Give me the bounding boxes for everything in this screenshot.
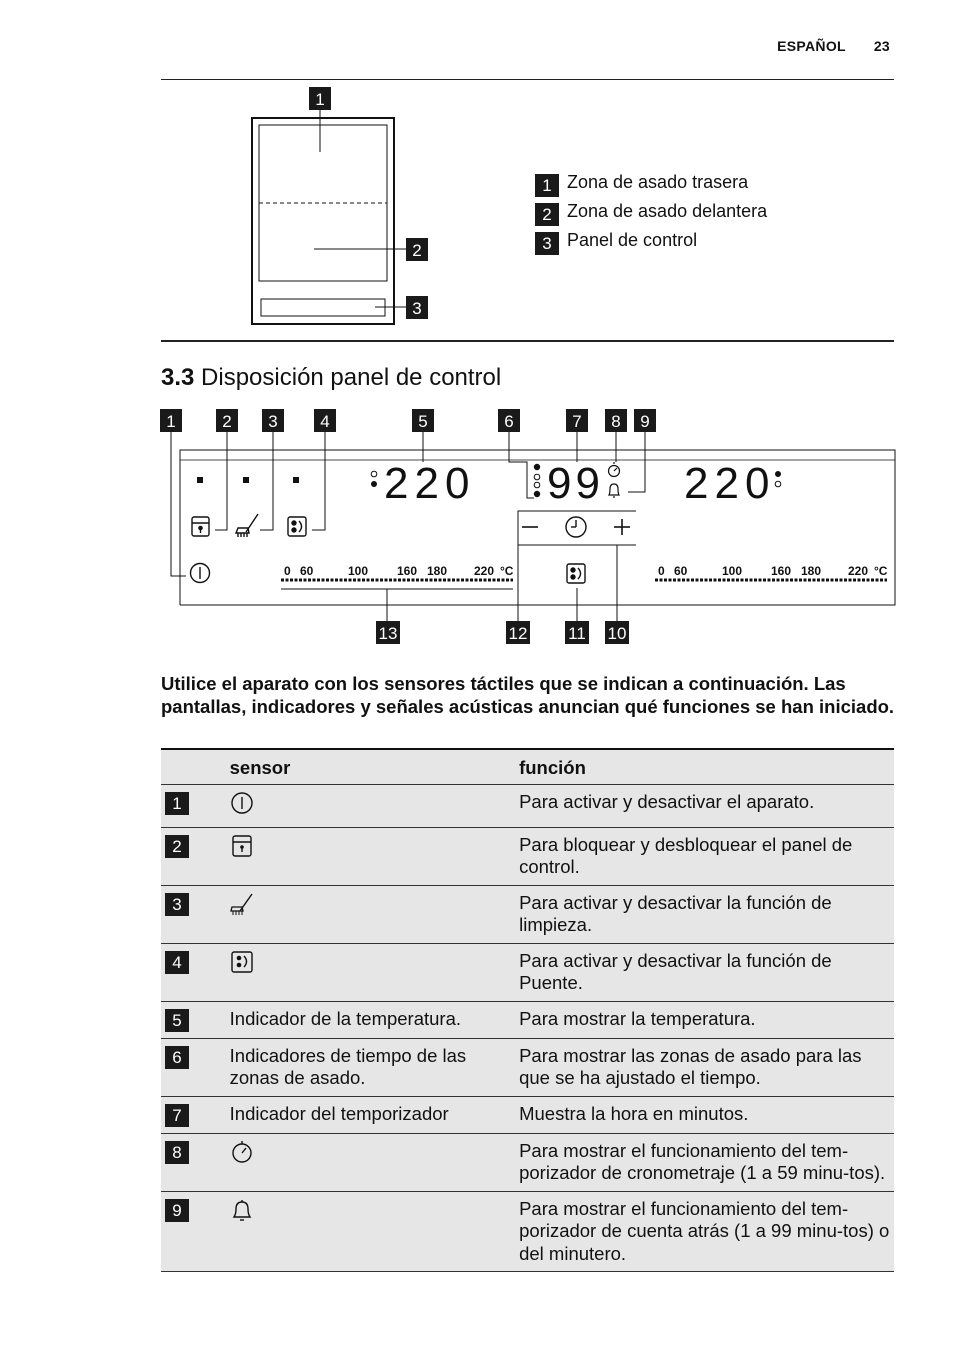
legend-item	[535, 226, 767, 255]
legend-number: 2	[535, 203, 559, 226]
appliance-diagram	[240, 86, 440, 331]
panel-callout-10	[605, 621, 629, 644]
row-sensor: Indicadores de tiempo de las zonas de asado.	[230, 1038, 519, 1096]
svg-text:1: 1	[315, 90, 325, 109]
row-function: Para mostrar la temperatura.	[519, 1001, 894, 1038]
svg-text:12: 12	[508, 624, 528, 643]
svg-text:°C: °C	[500, 564, 514, 578]
bridge-icon	[230, 950, 254, 974]
row-number: 2	[165, 835, 189, 858]
panel-callout-9	[634, 409, 656, 432]
row-number: 8	[165, 1141, 189, 1164]
power-icon	[230, 791, 254, 815]
panel-callout-13	[376, 621, 400, 644]
timer-display: 99	[547, 459, 604, 508]
bell-icon	[230, 1198, 254, 1222]
lock-icon	[230, 834, 254, 858]
svg-text:180: 180	[427, 564, 448, 578]
callout-1	[309, 87, 331, 110]
svg-text:100: 100	[722, 564, 743, 578]
legend-number: 1	[535, 174, 559, 197]
section-number: 3.3	[161, 364, 195, 391]
section-rule	[161, 340, 894, 342]
header-sensor: sensor	[230, 749, 519, 785]
panel-callout-1	[160, 409, 182, 432]
top-rule	[161, 79, 894, 80]
table-row	[161, 1096, 894, 1133]
bell-icon	[609, 484, 619, 497]
row-number: 6	[165, 1046, 189, 1069]
temperature-display-right: 220	[684, 459, 776, 508]
row-function: Para bloquear y desbloquear el panel de control.	[519, 827, 894, 885]
svg-text:100: 100	[348, 564, 369, 578]
table-row	[161, 885, 894, 943]
panel-callout-12	[506, 621, 530, 644]
svg-text:6: 6	[504, 412, 514, 431]
svg-text:0: 0	[284, 564, 291, 578]
temperature-display-left: 220	[384, 459, 476, 508]
sensor-table	[161, 748, 894, 1272]
section-heading: Disposición panel de control	[201, 364, 502, 391]
svg-text:13: 13	[378, 624, 398, 643]
svg-text:9: 9	[640, 412, 650, 431]
power-icon	[191, 564, 210, 583]
row-sensor: Indicador de la temperatura.	[230, 1001, 519, 1038]
legend-label: Zona de asado trasera	[567, 172, 749, 192]
cleaning-icon	[230, 892, 254, 916]
table-header-row	[161, 749, 894, 785]
temperature-scale-left	[284, 564, 514, 578]
legend-number: 3	[535, 232, 559, 255]
row-number: 4	[165, 951, 189, 974]
svg-text:60: 60	[674, 564, 688, 578]
row-function: Para activar y desactivar la función de Puente.	[519, 943, 894, 1001]
row-number: 3	[165, 893, 189, 916]
svg-text:3: 3	[268, 412, 278, 431]
svg-text:11: 11	[568, 624, 586, 643]
stopwatch-icon	[230, 1140, 254, 1164]
svg-text:8: 8	[611, 412, 621, 431]
svg-text:60: 60	[300, 564, 314, 578]
svg-text:5: 5	[418, 412, 428, 431]
lock-icon	[192, 517, 209, 536]
row-function: Para mostrar el funcionamiento del tem-porizador de cronometraje (1 a 59 minu-tos).	[519, 1133, 894, 1191]
table-row	[161, 1038, 894, 1096]
svg-text:1: 1	[166, 412, 176, 431]
legend-label: Panel de control	[567, 230, 698, 250]
panel-callout-11	[565, 621, 589, 644]
panel-callout-6	[498, 409, 520, 432]
bridge-icon	[567, 564, 585, 583]
row-number: 7	[165, 1104, 189, 1127]
row-function: Para mostrar las zonas de asado para las que se ha ajustado el tiempo.	[519, 1038, 894, 1096]
svg-text:°C: °C	[874, 564, 888, 578]
row-function: Muestra la hora en minutos.	[519, 1096, 894, 1133]
svg-text:10: 10	[607, 624, 627, 643]
table-row	[161, 827, 894, 885]
table-row	[161, 1191, 894, 1272]
header-num	[161, 749, 230, 785]
row-number: 5	[165, 1009, 189, 1032]
section-title	[161, 364, 501, 392]
control-panel-diagram	[0, 405, 954, 650]
row-number: 9	[165, 1199, 189, 1222]
panel-callout-4	[314, 409, 336, 432]
zone-indicator	[243, 477, 249, 483]
svg-text:4: 4	[320, 412, 330, 431]
svg-text:220: 220	[848, 564, 869, 578]
zone-indicator	[293, 477, 299, 483]
svg-text:2: 2	[412, 241, 422, 260]
table-row	[161, 1001, 894, 1038]
row-function: Para mostrar el funcionamiento del tem-porizador de cuenta atrás (1 a 99 minu-tos) o del minutero.	[519, 1191, 894, 1272]
row-function: Para activar y desactivar la función de limpieza.	[519, 885, 894, 943]
row-sensor: Indicador del temporizador	[230, 1096, 519, 1133]
callout-3	[406, 296, 428, 319]
svg-text:3: 3	[412, 299, 422, 318]
svg-text:180: 180	[801, 564, 822, 578]
legend-item	[535, 168, 767, 197]
figure-legend	[535, 168, 767, 255]
cleaning-icon	[236, 514, 258, 537]
page-number: 23	[873, 38, 890, 54]
svg-text:160: 160	[397, 564, 418, 578]
panel-callout-3	[262, 409, 284, 432]
plus-button	[614, 519, 630, 535]
svg-text:220: 220	[474, 564, 495, 578]
svg-text:0: 0	[658, 564, 665, 578]
panel-callout-8	[605, 409, 627, 432]
stopwatch-icon	[609, 462, 620, 477]
row-number: 1	[165, 792, 189, 815]
callout-2	[406, 238, 428, 261]
header-language: ESPAÑOL	[777, 38, 846, 54]
table-row	[161, 1133, 894, 1191]
bridge-icon	[288, 517, 306, 536]
table-row	[161, 785, 894, 828]
page-header	[753, 38, 890, 54]
panel-callout-5	[412, 409, 434, 432]
legend-item	[535, 197, 767, 226]
intro-text: Utilice el aparato con los sensores táctiles que se indican a continuación. Las pantallas, indicadores y señales acústicas anuncian qué funciones se han iniciado.	[161, 673, 895, 717]
svg-text:2: 2	[222, 412, 232, 431]
panel-callout-2	[216, 409, 238, 432]
panel-callout-7	[566, 409, 588, 432]
row-function: Para activar y desactivar el aparato.	[519, 785, 894, 828]
table-row	[161, 943, 894, 1001]
zone-indicator	[197, 477, 203, 483]
temperature-scale-right	[658, 564, 888, 578]
svg-text:7: 7	[572, 412, 582, 431]
svg-text:160: 160	[771, 564, 792, 578]
header-function: función	[519, 749, 894, 785]
clock-icon	[566, 517, 586, 537]
legend-label: Zona de asado delantera	[567, 201, 768, 221]
